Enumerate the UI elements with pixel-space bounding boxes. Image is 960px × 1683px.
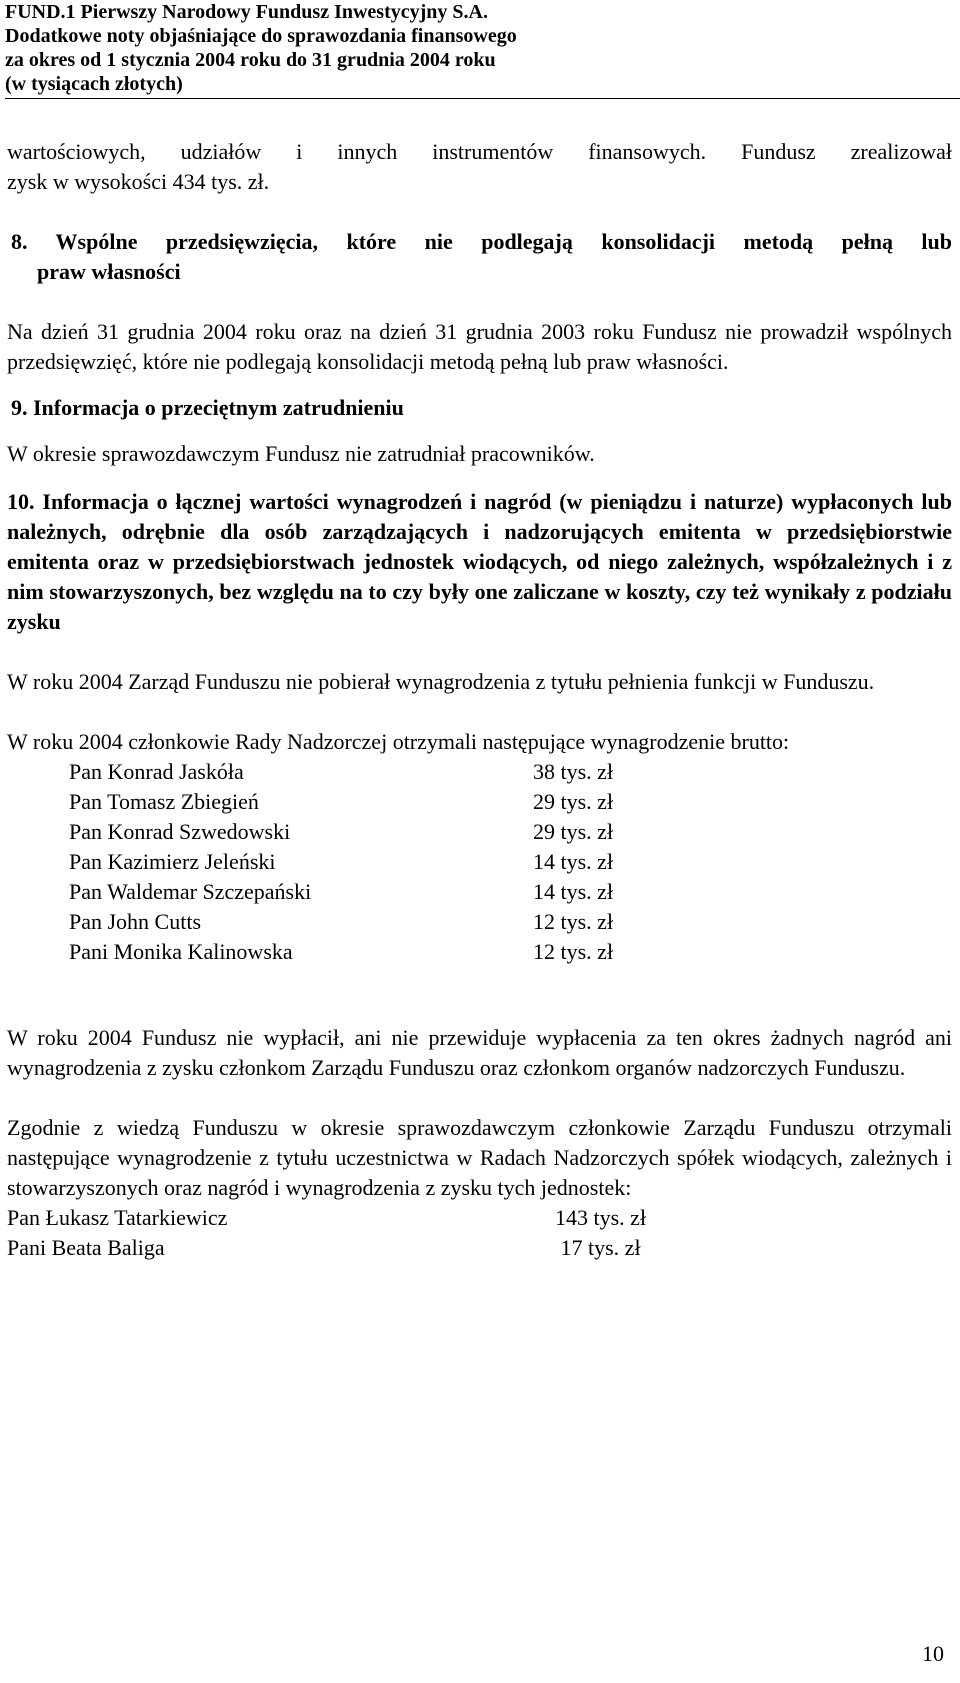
header-title: Dodatkowe noty objaśniające do sprawozdania finansowego (5, 25, 517, 47)
person-name: Pan Konrad Szwedowski (69, 819, 291, 844)
person-name: Pan Kazimierz Jeleński (69, 849, 276, 874)
header-period: za okres od 1 stycznia 2004 roku do 31 grudnia 2004 roku (5, 49, 496, 71)
section-8-heading-line-2: praw własności (37, 259, 181, 284)
person-name: Pan Konrad Jaskóła (69, 759, 244, 784)
section-10-para-1: W roku 2004 Zarząd Funduszu nie pobierał wynagrodzenia z tytułu pełnienia funkcji w Funduszu. (7, 669, 875, 694)
list-item (7, 907, 952, 937)
person-name: Pani Beata Baliga (7, 1235, 165, 1260)
document-body (7, 137, 952, 1263)
person-amount: 143 tys. zł (555, 1205, 647, 1230)
management-remuneration-list (7, 1203, 952, 1263)
list-item (7, 757, 952, 787)
person-amount: 29 tys. zł (533, 789, 614, 814)
list-item (7, 877, 952, 907)
section-9-heading: 9. Informacja o przeciętnym zatrudnieniu (11, 395, 404, 420)
list-item (7, 1233, 952, 1263)
board-remuneration-list (7, 757, 952, 967)
intro-line-2: zysk w wysokości 434 tys. zł. (7, 169, 270, 194)
section-10-para-3: W roku 2004 Fundusz nie wypłacił, ani nie przewiduje wypłacenia za ten okres żadnych nagród ani wynagrodzenia z zysku członkom Zarządu Funduszu oraz członkom organów nadzorczych Funduszu. (7, 1025, 952, 1080)
person-name: Pan Waldemar Szczepański (69, 879, 312, 904)
list-item (7, 1203, 952, 1233)
section-10-para-4: Zgodnie z wiedzą Funduszu w okresie sprawozdawczym członkowie Zarządu Funduszu otrzymali następujące wynagrodzenie z tytułu uczestnictwa w Radach Nadzorczych spółek wiodących, zależnych i stowarzyszonych oraz nagród i wynagrodzenia z zysku tych jednostek: (7, 1115, 952, 1200)
person-name: Pan John Cutts (69, 909, 202, 934)
intro-line-1: wartościowych, udziałów i innych instrumentów finansowych. Fundusz zrealizował (7, 139, 952, 164)
person-amount: 38 tys. zł (533, 759, 614, 784)
person-name: Pan Tomasz Zbiegień (69, 789, 259, 814)
section-10-para-2: W roku 2004 członkowie Rady Nadzorczej otrzymali następujące wynagrodzenie brutto: (7, 729, 790, 754)
person-name: Pan Łukasz Tatarkiewicz (7, 1205, 228, 1230)
header-units: (w tysiącach złotych) (5, 73, 183, 95)
header-company: FUND.1 Pierwszy Narodowy Fundusz Inwestycyjny S.A. (5, 1, 488, 23)
list-item (7, 847, 952, 877)
document-header (5, 0, 960, 99)
person-name: Pani Monika Kalinowska (69, 939, 293, 964)
section-10-heading: 10. Informacja o łącznej wartości wynagrodzeń i nagród (w pieniądzu i naturze) wypłaconych lub należnych, odrębnie dla osób zarządzających i nadzorujących emitenta w przedsiębiorstwie emitenta oraz w przedsiębiorstwach jednostek wiodących, od niego zależnych, współzależnych i z nim stowarzyszonych, bez względu na to czy były one zaliczane w koszty, czy też wynikały z podziału zysku (7, 489, 952, 634)
person-amount: 29 tys. zł (533, 819, 614, 844)
person-amount: 12 tys. zł (533, 909, 614, 934)
person-amount: 12 tys. zł (533, 939, 614, 964)
list-item (7, 937, 952, 967)
section-8-heading-line-1: 8. Wspólne przedsięwzięcia, które nie podlegają konsolidacji metodą pełną lub (11, 229, 952, 254)
section-9-body: W okresie sprawozdawczym Fundusz nie zatrudniał pracowników. (7, 441, 595, 466)
person-amount: 14 tys. zł (533, 879, 614, 904)
person-amount: 14 tys. zł (533, 849, 614, 874)
list-item (7, 787, 952, 817)
person-amount: 17 tys. zł (555, 1235, 641, 1260)
page-number: 10 (922, 1641, 944, 1666)
section-8-body: Na dzień 31 grudnia 2004 roku oraz na dzień 31 grudnia 2003 roku Fundusz nie prowadził wspólnych przedsięwzięć, które nie podlegają konsolidacji metodą pełną lub praw własności. (7, 319, 952, 374)
list-item (7, 817, 952, 847)
